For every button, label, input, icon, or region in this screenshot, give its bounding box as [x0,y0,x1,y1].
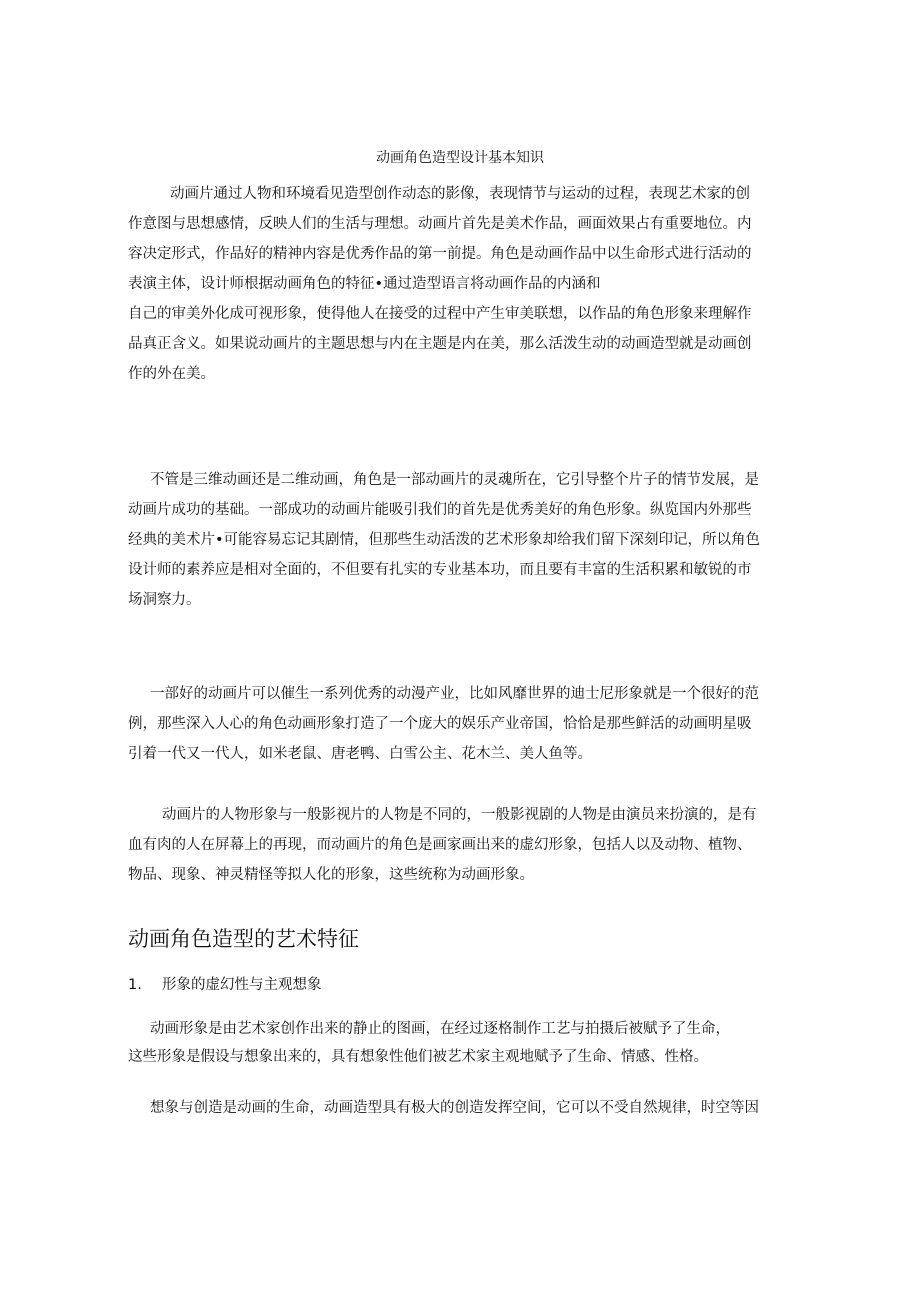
paragraph-line: 一部好的动画片可以催生一系列优秀的动漫产业，比如风靡世界的迪士尼形象就是一个很好的范 [150,686,759,702]
paragraph-line: 引着一代又一代人，如米老鼠、唐老鸭、白雪公主、花木兰、美人鱼等。 [128,746,592,762]
paragraph-line: 想象与创造是动画的生命，动画造型具有极大的创造发挥空间，它可以不受自然规律，时空等因 [150,1100,759,1116]
paragraph-intro [128,179,764,389]
paragraph-difference [128,800,764,890]
paragraph-industry [128,679,764,769]
paragraph-line: 自己的审美外化成可视形象，使得他人在接受的过程中产生审美联想，以作品的角色形象来理解作 [128,306,752,322]
paragraph-line: 动画形象是由艺术家创作出来的静止的图画，在经过逐格制作工艺与拍摄后被赋予了生命， [150,1021,730,1037]
section-heading: 动画角色造型的艺术特征 [128,927,359,951]
paragraph-line: 场洞察力。 [128,592,201,608]
paragraph-line: 不管是三维动画还是二维动画，角色是一部动画片的灵魂所在，它引导整个片子的情节发展，是 [150,472,759,488]
paragraph-line: 作的外在美。 [128,366,215,382]
paragraph-line: 品真正含义。如果说动画片的主题思想与内在主题是内在美，那么活泼生动的动画造型就是动画创 [128,336,752,352]
document-title: 动画角色造型设计基本知识 [376,150,544,166]
paragraph-illusory [128,1014,764,1070]
paragraph-imagination [128,1093,764,1123]
paragraph-line: 经典的美术片•可能容易忘记其剧情，但那些生动活泼的艺术形象却给我们留下深刻印记，所以角色 [128,532,761,548]
subsection-title: 形象的虚幻性与主观想象 [162,977,322,993]
paragraph-line: 容决定形式，作品好的精神内容是优秀作品的第一前提。角色是动画作品中以生命形式进行活动的 [128,246,752,262]
paragraph-line: 动画片的人物形象与一般影视片的人物是不同的，一般影视剧的人物是由演员来扮演的，是有 [162,807,757,823]
paragraph-line: 例，那些深入人心的角色动画形象打造了一个庞大的娱乐产业帝国，恰恰是那些鲜活的动画明星吸 [128,716,752,732]
paragraph-line: 作意图与思想感情，反映人们的生活与理想。动画片首先是美术作品，画面效果占有重要地位。内 [128,216,752,232]
paragraph-line: 动画片通过人物和环境看见造型创作动态的影像，表现情节与运动的过程，表现艺术家的创 [170,186,750,202]
subsection-heading [128,974,322,996]
subsection-number: 1. [128,977,142,993]
paragraph-line: 设计师的素养应是相对全面的，不但要有扎实的专业基本功，而且要有丰富的生活积累和敏锐的市 [128,562,752,578]
paragraph-role [128,465,764,615]
paragraph-line: 动画片成功的基础。一部成功的动画片能吸引我们的首先是优秀美好的角色形象。纵览国内外那些 [128,502,752,518]
paragraph-line: 血有肉的人在屏幕上的再现，而动画片的角色是画家画出来的虚幻形象，包括人以及动物、植物、 [128,837,752,853]
paragraph-line: 物品、现象、神灵精怪等拟人化的形象，这些统称为动画形象。 [128,867,534,883]
paragraph-line: 这些形象是假设与想象出来的，具有想象性他们被艺术家主观地赋予了生命、情感、性格。 [128,1049,708,1065]
paragraph-line: 表演主体，设计师根据动画角色的特征•通过造型语言将动画作品的内涵和 [128,276,601,292]
